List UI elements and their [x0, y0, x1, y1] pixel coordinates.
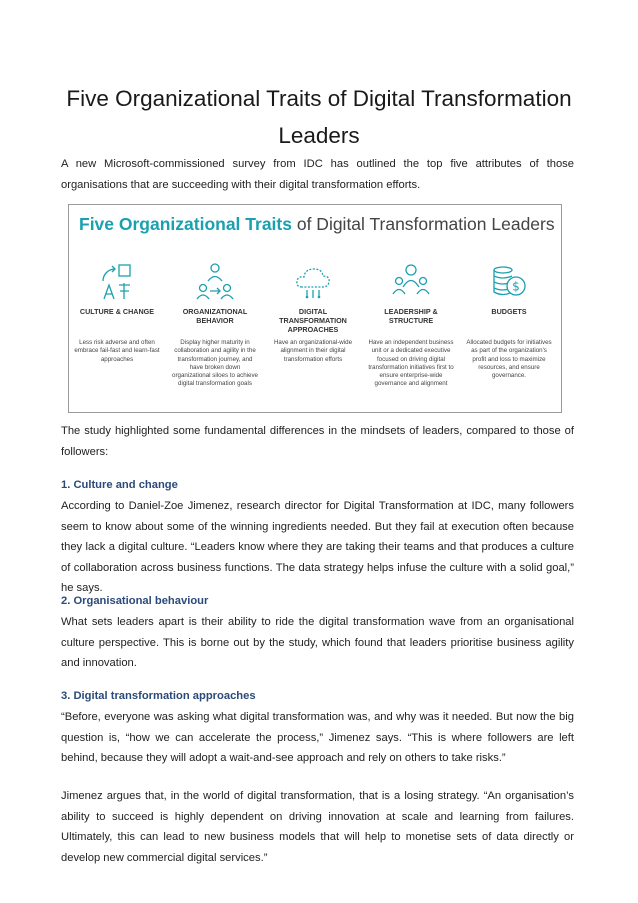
intro-paragraph: A new Microsoft-commissioned survey from IDC has outlined the top five attributes of those organisations that are succeeding with their digital transformation efforts.	[61, 158, 574, 191]
section-body: According to Daniel-Zoe Jimenez, research director for Digital Transformation at IDC, many followers seem to know about some of the winning ingredients needed. But they fail at execution often because they lack a digital culture. “Leaders know where they are taking their teams and that produces a culture of collaboration across business functions. The data strategy helps infuse the culture with a solid goal,” he says.	[61, 500, 574, 594]
page-title: Five Organizational Traits of Digital Transformation Leaders	[66, 86, 572, 148]
trait-name: DIGITAL TRANSFORMATION APPROACHES	[279, 307, 347, 334]
trait-culture-change	[69, 261, 165, 364]
leadership-icon	[363, 261, 459, 301]
trait-name: ORGANIZATIONAL BEHAVIOR	[182, 307, 248, 325]
trait-description: Allocated budgets for initiatives as part of the organization's profit and loss to maximize resources, and ensure governance.	[466, 339, 552, 380]
study-paragraph: The study highlighted some fundamental differences in the mindsets of leaders, compared to those of followers:	[61, 425, 574, 458]
infographic-title-rest: of Digital Transformation Leaders	[291, 214, 555, 234]
section-body: “Before, everyone was asking what digital transformation was, and why was it needed. But now the big question is, “how we can accelerate the process,” Jimenez says. “This is where followers are left behind, because they will adopt a wait-and-see approach and rely on others to take risks.”	[61, 711, 574, 764]
section-body: What sets leaders apart is their ability to ride the digital transformation wave from an organisational culture perspective. This is borne out by the study, which found that leaders prioritise business agility and innovation.	[61, 616, 574, 669]
trait-description: Have an organizational-wide alignment in their digital transformation efforts	[273, 339, 353, 363]
infographic-title-bold: Five Organizational Traits	[79, 214, 292, 234]
section-heading: 3. Digital transformation approaches	[61, 690, 256, 702]
trait-digital-transformation	[265, 261, 361, 364]
section-heading: 1. Culture and change	[61, 479, 178, 491]
trait-name: LEADERSHIP & STRUCTURE	[384, 307, 438, 325]
trait-name: BUDGETS	[491, 307, 527, 316]
culture-change-icon	[69, 261, 165, 301]
trait-description: Have an independent business unit or a dedicated executive focused on driving digital transformation initiatives first to ensure enterprise-wide governance and alignment	[368, 339, 454, 388]
svg-text:$: $	[512, 279, 520, 294]
cloud-icon	[265, 261, 361, 301]
closing-paragraph: Jimenez argues that, in the world of digital transformation, that is a losing strategy. “An organisation’s ability to succeed is highly dependent on driving innovation at scale and learning from failures. Ultimately, this can lead to new business models that will help to monetise sets of data directly or develop new commercial digital services.”	[61, 790, 574, 864]
trait-description: Less risk adverse and often embrace fail-fast and learn-fast approaches	[74, 339, 160, 363]
trait-leadership-structure	[363, 261, 459, 389]
trait-organizational-behavior	[167, 261, 263, 389]
trait-name: CULTURE & CHANGE	[79, 307, 155, 316]
budget-icon	[461, 261, 557, 301]
infographic	[68, 204, 562, 413]
section-heading: 2. Organisational behaviour	[61, 595, 209, 607]
trait-description: Display higher maturity in collaboration and agility in the transformation journey, and have broken down organizational siloes to achieve digital transformation goals	[172, 339, 258, 388]
trait-budgets	[461, 261, 557, 380]
infographic-title	[79, 214, 555, 235]
org-behavior-icon	[167, 261, 263, 301]
